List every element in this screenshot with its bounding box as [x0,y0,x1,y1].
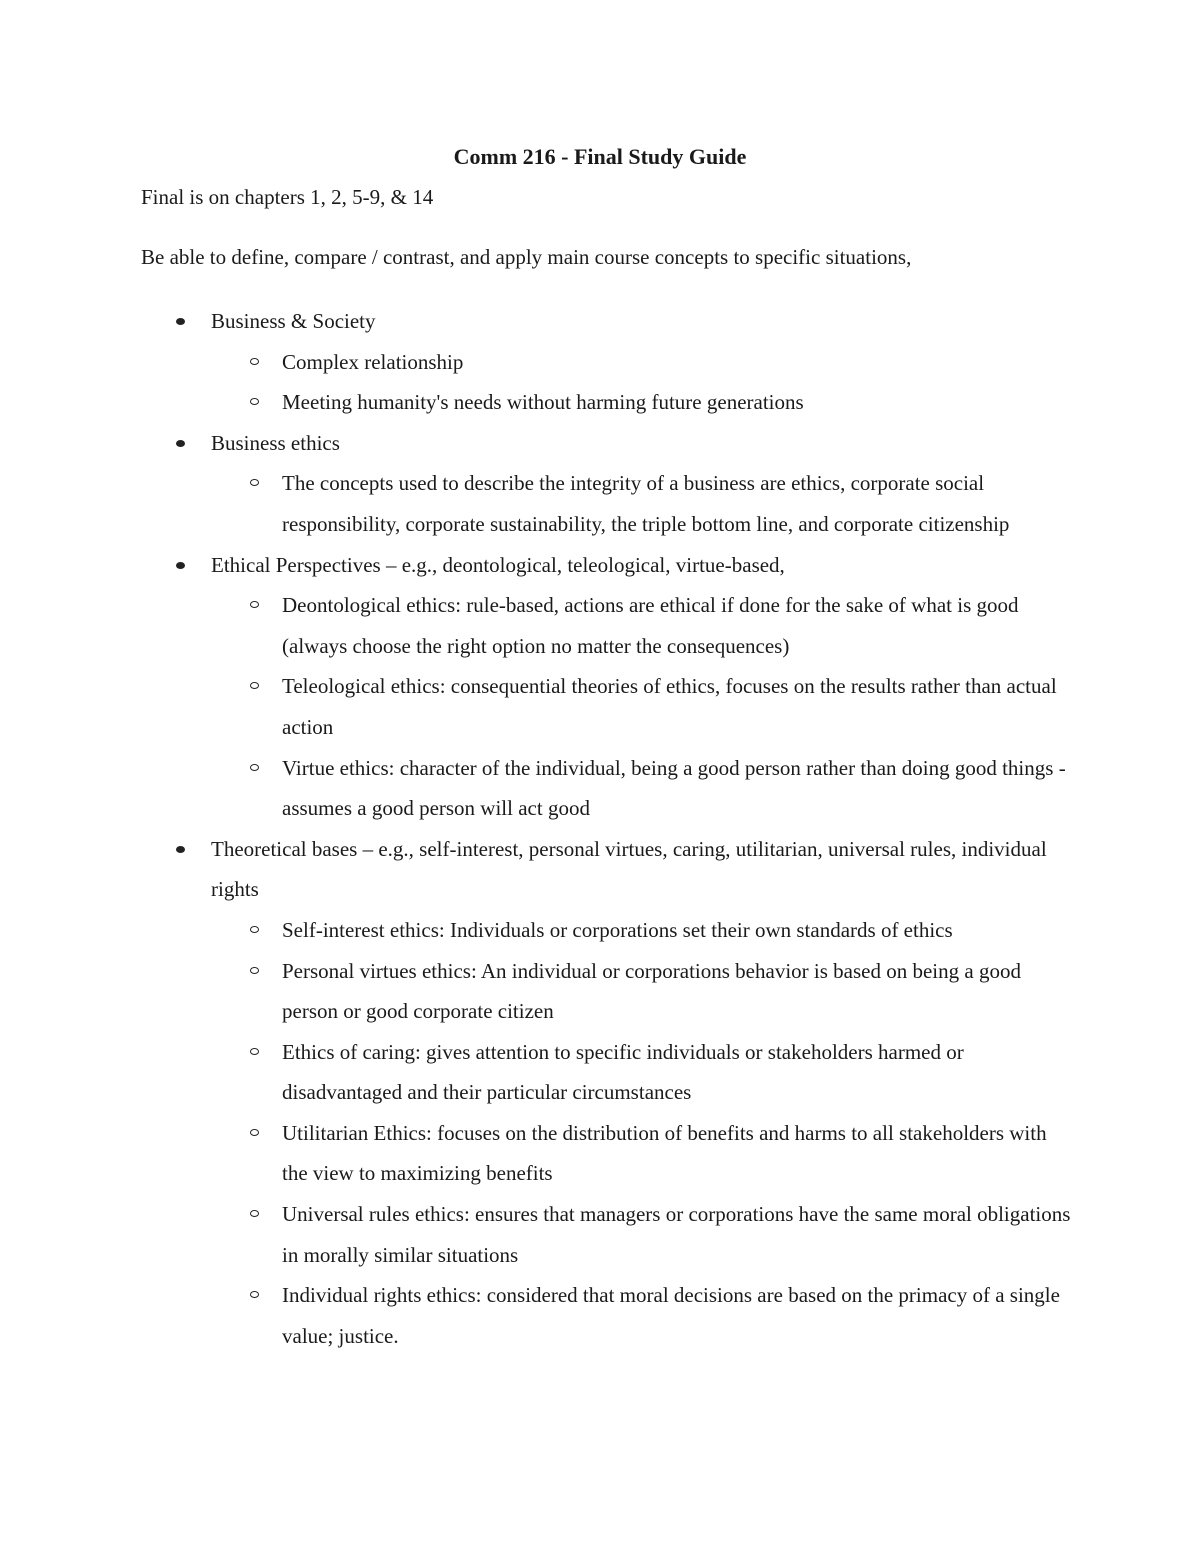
intro-chapters-line: Final is on chapters 1, 2, 5-9, & 14 [141,185,434,209]
section-heading: Theoretical bases – e.g., self-interest, personal virtues, caring, utilitarian, universal rules, individual rights [211,836,1047,902]
list-item-text: The concepts used to describe the integrity of a business are ethics, corporate social responsibility, corporate sustainability, the triple bottom line, and corporate citizenship [282,471,1010,536]
filled-bullet-icon [176,846,185,853]
section-items [0,463,1200,544]
list-item [0,748,1200,829]
hollow-bullet-icon [250,926,259,933]
list-item [0,585,1200,666]
list-item [0,463,1200,544]
hollow-bullet-icon [250,358,259,365]
list-item-text: Utilitarian Ethics: focuses on the distribution of benefits and harms to all stakeholders with the view to maximizing benefits [282,1120,1047,1186]
list-item-text: Personal virtues ethics: An individual or corporations behavior is based on being a good person or good corporate citizen [282,958,1021,1024]
hollow-bullet-icon [250,1291,259,1298]
filled-bullet-icon [176,562,185,569]
section-theoretical-bases [0,829,1200,1357]
section-items [0,910,1200,1357]
intro-instructions-line: Be able to define, compare / contrast, and apply main course concepts to specific situations, [141,245,912,269]
hollow-bullet-icon [250,601,259,608]
section-ethical-perspectives [0,545,1200,829]
filled-bullet-icon [176,440,185,447]
hollow-bullet-icon [250,1129,259,1136]
topic-outline [0,301,1200,1356]
section-business-ethics [0,423,1200,545]
list-item-text: Individual rights ethics: considered that moral decisions are based on the primacy of a single value; justice. [282,1283,1060,1348]
list-item [0,1032,1200,1113]
list-item-text: Self-interest ethics: Individuals or corporations set their own standards of ethics [282,917,953,942]
list-item-text: Virtue ethics: character of the individual, being a good person rather than doing good things - assumes a good person will act good [282,755,1066,821]
list-item [0,1113,1200,1194]
hollow-bullet-icon [250,398,259,405]
list-item [0,1275,1200,1356]
filled-bullet-icon [176,318,185,325]
list-item-text: Universal rules ethics: ensures that managers or corporations have the same moral obligations in morally similar situations [282,1202,1071,1267]
section-heading: Business ethics [211,430,340,455]
hollow-bullet-icon [250,479,259,486]
hollow-bullet-icon [250,1210,259,1217]
section-items [0,342,1200,423]
section-heading: Business & Society [211,309,376,333]
hollow-bullet-icon [250,682,259,689]
hollow-bullet-icon [250,764,259,771]
list-item-text: Complex relationship [282,349,464,374]
list-item-text: Teleological ethics: consequential theories of ethics, focuses on the results rather than actual action [282,674,1057,739]
section-heading: Ethical Perspectives – e.g., deontological, teleological, virtue-based, [211,552,785,577]
list-item [0,910,1200,951]
list-item-text: Meeting humanity's needs without harming future generations [282,390,804,415]
list-item-text: Deontological ethics: rule-based, actions are ethical if done for the sake of what is good (always choose the right option no matter the consequences) [282,593,1019,658]
list-item [0,382,1200,423]
list-item-text: Ethics of caring: gives attention to specific individuals or stakeholders harmed or disadvantaged and their particular circumstances [282,1039,964,1105]
list-item [0,666,1200,747]
document-title: Comm 216 - Final Study Guide [453,144,747,169]
section-business-society [0,301,1200,423]
list-item [0,342,1200,383]
hollow-bullet-icon [250,967,259,974]
hollow-bullet-icon [250,1048,259,1055]
list-item [0,951,1200,1032]
section-items [0,585,1200,829]
list-item [0,1194,1200,1275]
